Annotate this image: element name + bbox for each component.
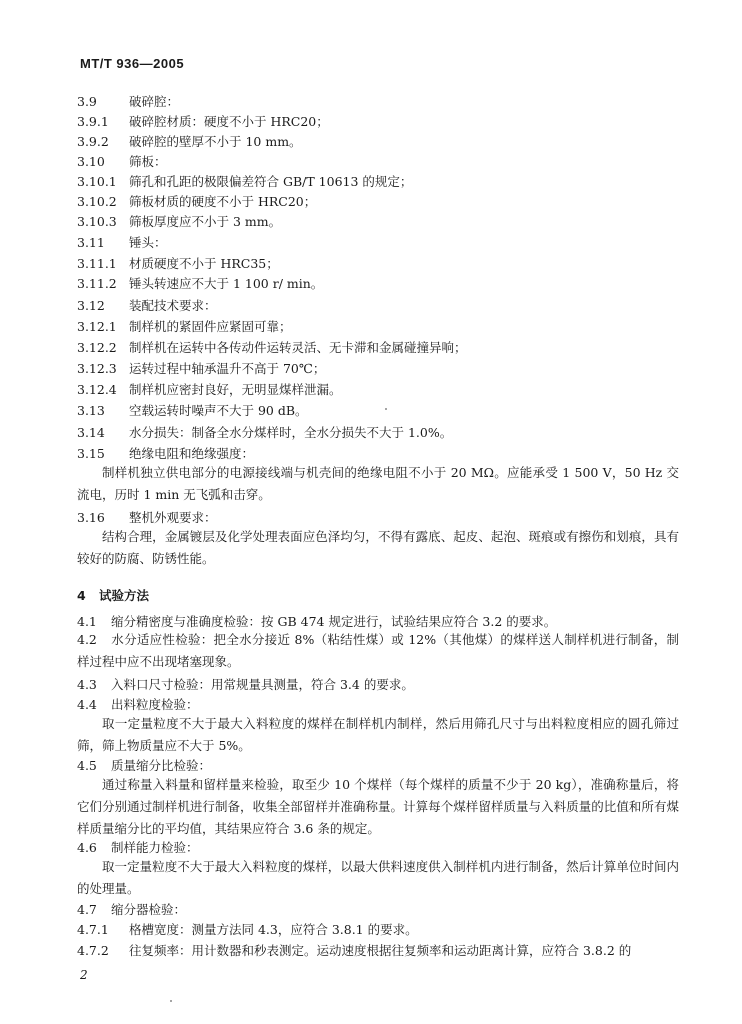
- clause-text: 破碎腔材质：硬度不小于 HRC20；: [129, 114, 329, 129]
- clause-number: 3.10.3: [77, 214, 117, 229]
- clause-text: 筛板材质的硬度不小于 HRC20；: [129, 194, 317, 209]
- clause-text: 破碎腔：: [129, 94, 180, 109]
- clause-number: 3.9.1: [77, 114, 109, 129]
- clause-line: [77, 382, 342, 398]
- clause-line: [77, 94, 179, 110]
- clause-number: 3.14: [77, 425, 105, 440]
- clause-text: 绝缘电阻和绝缘强度：: [129, 446, 255, 461]
- clause-text: 制样能力检验：: [111, 840, 199, 855]
- paragraph-4-5: 通过称量入料量和留样量来检验，取至少 10 个煤样（每个煤样的质量不少于 20 kg），准确称量后，将它们分别通过制样机进行制备，收集全部留样并准确称量。计算每个煤样留样质量与入料质量的比值和所有煤样质量缩分比的平均值，其结果应符合 3.6 条的规定。: [77, 777, 679, 836]
- paragraph-4-4: 取一定量粒度不大于最大入料粒度的煤样在制样机内制样，然后用筛孔尺寸与出料粒度相应的圆孔筛过筛，筛上物质量应不大于 5%。: [77, 716, 679, 753]
- clause-number: 4.7.1: [77, 922, 109, 937]
- standard-code-header: MT/T 936—2005: [80, 56, 185, 71]
- clause-line: [77, 154, 167, 170]
- clause-line: [77, 510, 217, 526]
- clause-text: 格槽宽度：测量方法同 4.3，应符合 3.8.1 的要求。: [129, 922, 418, 937]
- clause-text: 缩分器检验：: [111, 902, 187, 917]
- clause-text: 筛板：: [129, 154, 167, 169]
- clause-number: 4.2: [77, 632, 97, 647]
- clause-line: [77, 677, 414, 693]
- clause-text: 运转过程中轴承温升不高于 70℃；: [129, 361, 326, 376]
- clause-line: [77, 235, 167, 251]
- clause-text: 质量缩分比检验：: [111, 758, 212, 773]
- clause-text: 制样机在运转中各传动件运转灵活、无卡滞和金属碰撞异响；: [129, 340, 467, 355]
- clause-text: 筛板厚度应不小于 3 mm。: [129, 214, 282, 229]
- clause-number: 4.5: [77, 758, 97, 773]
- clause-text: 筛孔和孔距的极限偏差符合 GB/T 10613 的规定；: [129, 174, 413, 189]
- clause-line: [77, 614, 556, 630]
- clause-text: 缩分精密度与准确度检验：按 GB 474 规定进行，试验结果应符合 3.2 的要求。: [111, 614, 557, 629]
- clause-number: 4.7: [77, 902, 97, 917]
- clause-number: 4.6: [77, 840, 97, 855]
- section-heading: [77, 586, 149, 604]
- section-number: 4: [77, 588, 86, 603]
- clause-number: 4.4: [77, 697, 97, 712]
- clause-text: 锤头转速应不大于 1 100 r/ min。: [129, 276, 324, 291]
- clause-number: 3.11.1: [77, 256, 117, 271]
- clause-text: 制样机应密封良好，无明显煤样泄漏。: [129, 382, 342, 397]
- scan-speck: [385, 408, 387, 410]
- paragraph-4-6: 取一定量粒度不大于最大入料粒度的煤样，以最大供料速度供入制样机内进行制备，然后计算单位时间内的处理量。: [77, 859, 679, 896]
- clause-line: [77, 194, 316, 210]
- clause-text: 破碎腔的壁厚不小于 10 mm。: [129, 134, 302, 149]
- clause-number: 3.9.2: [77, 134, 109, 149]
- clause-text: 往复频率：用计数器和秒表测定。运动速度根据往复频率和运动距离计算，应符合 3.8.2 的: [129, 943, 632, 958]
- clause-line: [77, 276, 323, 292]
- clause-number: 4.7.2: [77, 943, 109, 958]
- clause-number: 3.13: [77, 403, 105, 418]
- clause-line: [77, 697, 199, 713]
- clause-text: 出料粒度检验：: [111, 697, 199, 712]
- clause-number: 3.11: [77, 235, 105, 250]
- clause-text: 锤头：: [129, 235, 167, 250]
- clause-number: 3.9: [77, 94, 97, 109]
- clause-line: [77, 403, 308, 419]
- clause-line: [77, 134, 302, 150]
- clause-line: [77, 214, 281, 230]
- clause-line: [77, 319, 292, 335]
- clause-line: [77, 256, 279, 272]
- clause-line: [77, 902, 186, 918]
- clause-text: 装配技术要求：: [129, 298, 217, 313]
- clause-line: [77, 758, 211, 774]
- section-title: 试验方法: [99, 588, 150, 603]
- scan-speck: [170, 1000, 172, 1002]
- paragraph-3-15: 制样机独立供电部分的电源接线端与机壳间的绝缘电阻不小于 20 MΩ。应能承受 1 500 V，50 Hz 交流电，历时 1 min 无飞弧和击穿。: [77, 465, 679, 502]
- clause-line: [77, 340, 467, 356]
- clause-number: 3.12.4: [77, 382, 117, 397]
- clause-number: 4.3: [77, 677, 97, 692]
- clause-line: [77, 922, 418, 938]
- clause-number: 3.11.2: [77, 276, 117, 291]
- clause-number: 3.10.1: [77, 174, 117, 189]
- clause-text: 水分适应性检验：把全水分接近 8%（粘结性煤）或 12%（其他煤）的煤样送人制样机进行制备，制样过程中应不出现堵塞现象。: [77, 632, 679, 669]
- clause-text: 制样机的紧固件应紧固可靠；: [129, 319, 292, 334]
- clause-number: 3.12.3: [77, 361, 117, 376]
- page-number: 2: [80, 968, 88, 982]
- clause-line: [77, 446, 254, 462]
- clause-text: 水分损失：制备全水分煤样时，全水分损失不大于 1.0%。: [129, 425, 453, 440]
- clause-line: [77, 840, 199, 856]
- clause-number: 3.10: [77, 154, 105, 169]
- clause-text: 空载运转时噪声不大于 90 dB。: [129, 403, 308, 418]
- clause-number: 4.1: [77, 614, 97, 629]
- clause-line: [77, 298, 217, 314]
- clause-line: [77, 361, 325, 377]
- paragraph-3-16: 结构合理，金属镀层及化学处理表面应色泽均匀，不得有露底、起皮、起泡、斑痕或有擦伤和划痕，具有较好的防腐、防锈性能。: [77, 529, 679, 566]
- clause-4-2: [77, 629, 679, 673]
- clause-line: [77, 114, 329, 130]
- clause-number: 3.12: [77, 298, 105, 313]
- clause-text: 入料口尺寸检验：用常规量具测量，符合 3.4 的要求。: [111, 677, 414, 692]
- clause-number: 3.10.2: [77, 194, 117, 209]
- clause-number: 3.16: [77, 510, 105, 525]
- clause-text: 材质硬度不小于 HRC35；: [129, 256, 279, 271]
- clause-number: 3.15: [77, 446, 105, 461]
- clause-line: [77, 425, 452, 441]
- clause-number: 3.12.2: [77, 340, 117, 355]
- clause-line: [77, 174, 412, 190]
- clause-number: 3.12.1: [77, 319, 117, 334]
- clause-line: [77, 943, 631, 959]
- clause-text: 整机外观要求：: [129, 510, 217, 525]
